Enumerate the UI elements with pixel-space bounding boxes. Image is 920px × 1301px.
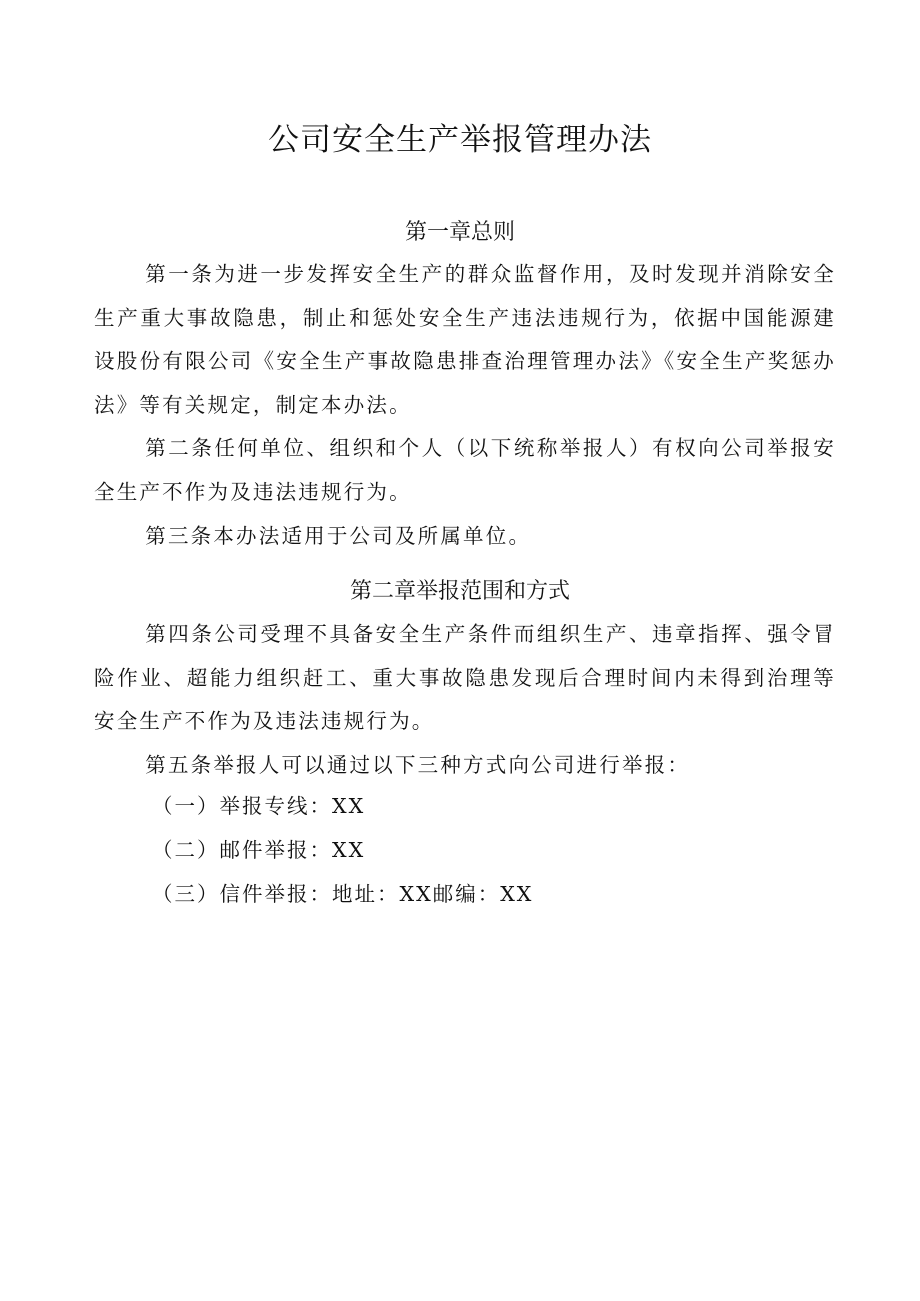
article-2-paragraph: 第二条任何单位、组织和个人（以下统称举报人）有权向公司举报安全生产不作为及违法违规行为。 bbox=[94, 436, 836, 504]
article-3-paragraph: 第三条本办法适用于公司及所属单位。 bbox=[145, 524, 532, 548]
document-title: 公司安全生产举报管理办法 bbox=[268, 122, 652, 158]
report-method-hotline: （一）举报专线：XX bbox=[152, 794, 366, 818]
article-1-paragraph: 第一条为进一步发挥安全生产的群众监督作用，及时发现并消除安全生产重大事故隐患，制止和惩处安全生产违法违规行为，依据中国能源建设股份有限公司《安全生产事故隐患排查治理管理办法》《安全生产奖惩办法》等有关规定，制定本办法。 bbox=[94, 262, 836, 417]
article-5-paragraph: 第五条举报人可以通过以下三种方式向公司进行举报： bbox=[145, 753, 691, 777]
chapter-2-heading: 第二章举报范围和方式 bbox=[349, 579, 570, 604]
report-method-email: （二）邮件举报：XX bbox=[152, 838, 366, 862]
article-4-paragraph: 第四条公司受理不具备安全生产条件而组织生产、违章指挥、强令冒险作业、超能力组织赶工、重大事故隐患发现后合理时间内未得到治理等安全生产不作为及违法违规行为。 bbox=[94, 622, 836, 733]
report-method-letter: （三）信件举报：地址：XX邮编：XX bbox=[152, 882, 534, 906]
chapter-1-heading: 第一章总则 bbox=[404, 220, 515, 245]
